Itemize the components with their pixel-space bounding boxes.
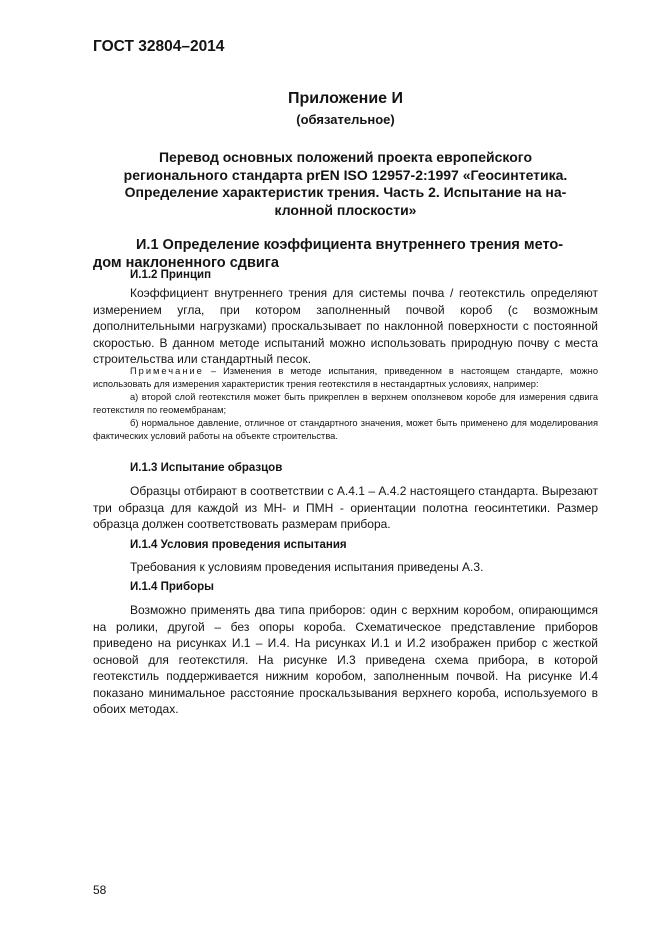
devices-text: Возможно применять два типа приборов: один с верхним коробом, опирающимся на ролики, другой – без опоры короба. Схематическое представление приборов приведено на рисунках И.1 – И.4. На рисунках И.1 и И.2 изображен прибор с жесткой основой для геотекстиля. На рисунке И.3 приведена схема прибора, в которой геотекстиль поддерживается нижним коробом, заполненным почвой. На рисунке И.4 показано минимальное расстояние проскальзывания верхнего короба, используемого в обоих методах. <box>93 603 598 716</box>
section-heading-line: И.1 Определение коэффициента внутреннего трения мето- <box>136 237 564 253</box>
note-label: Примечание <box>130 366 204 376</box>
specimens-text: Образцы отбирают в соответствии с А.4.1 – А.4.2 настоящего стандарта. Вырезают три образца для каждой из МН- и ПМН - ориентации полотна геосинтетики. Размер образца должен соответствовать размерам прибора. <box>93 484 598 531</box>
standard-header: ГОСТ 32804–2014 <box>93 38 225 55</box>
specimens-paragraph <box>93 483 598 533</box>
devices-paragraph <box>93 602 598 718</box>
specimens-heading: И.1.3 Испытание образцов <box>130 462 283 474</box>
conditions-paragraph <box>93 559 598 576</box>
note-block <box>93 365 598 443</box>
note-item-b: б) нормальное давление, отличное от стандартного значения, может быть применено для моделирования фактических условий работы на объекте строительства. <box>93 418 598 441</box>
principle-heading: И.1.2 Принцип <box>130 269 212 281</box>
principle-text: Коэффициент внутреннего трения для системы почва / геотекстиль определяют измерением угла, при котором заполненный почвой короб (с возможным дополнительными нагрузками) проскальзывает по наклонной поверхности с постоянной скоростью. В данном методе испытаний можно использовать природную почву с места строительства или стандартный песок. <box>93 286 598 366</box>
devices-heading: И.1.4 Приборы <box>130 581 214 593</box>
translation-title <box>93 149 598 219</box>
conditions-heading: И.1.4 Условия проведения испытания <box>130 539 347 551</box>
translation-title-line: Определение характеристик трения. Часть 2. Испытание на на- <box>124 184 567 200</box>
note-item-a: а) второй слой геотекстиля может быть прикреплен в верхнем оползневом коробе для измерения сдвига геотекстиля по геомембранам; <box>93 392 598 415</box>
section-heading <box>93 236 605 272</box>
page-number: 58 <box>93 883 107 897</box>
translation-title-line: Перевод основных положений проекта европейского <box>158 149 533 165</box>
note-text: – Изменения в методе испытания, приведенном в настоящем стандарте, можно использовать для измерения характеристик трения геотекстиля в нестандартных условиях, например: <box>93 366 598 389</box>
appendix-title: Приложение И <box>288 90 403 107</box>
translation-title-line: клонной плоскости» <box>274 201 417 218</box>
principle-paragraph <box>93 285 598 368</box>
section-heading-line: дом наклоненного сдвига <box>93 255 279 271</box>
appendix-subtitle: (обязательное) <box>296 112 395 127</box>
translation-title-line: регионального стандарта prEN ISO 12957-2:1997 «Геосинтетика. <box>123 166 568 183</box>
conditions-text: Требования к условиям проведения испытания приведены А.3. <box>130 560 484 574</box>
